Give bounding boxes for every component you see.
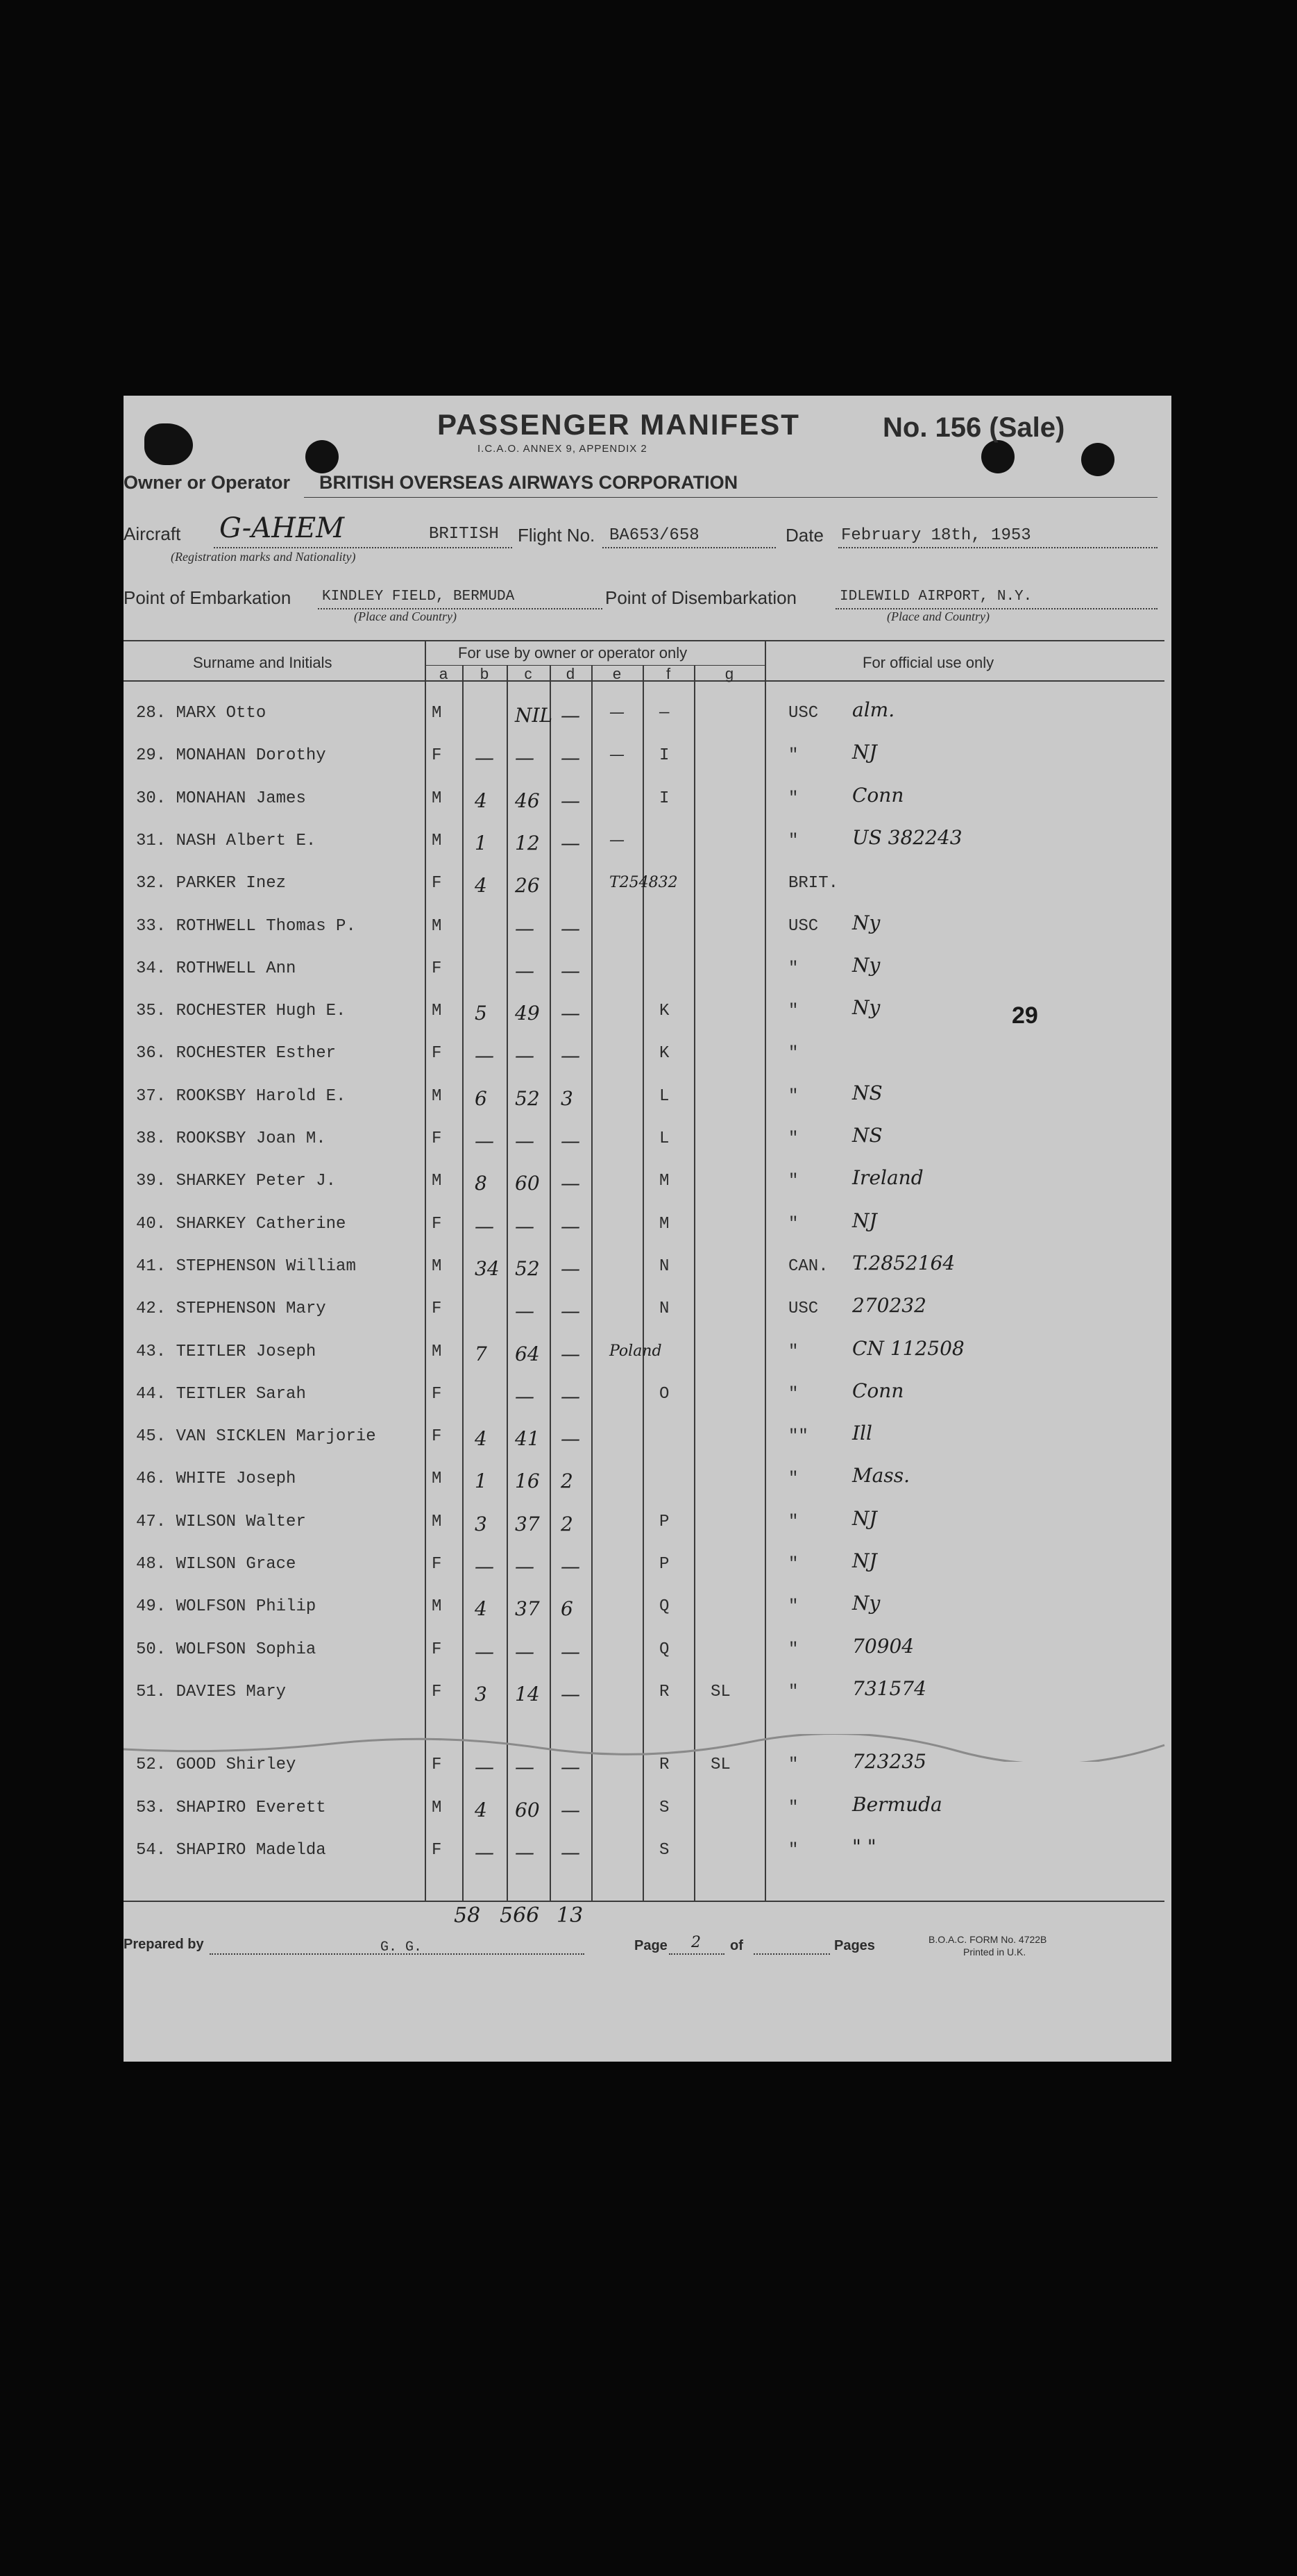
official-handwritten-note: 731574 [852,1676,926,1700]
cell-d: — [561,1555,580,1578]
passenger-name: 50. WOLFSON Sophia [136,1640,316,1659]
official-status: USC [788,916,819,936]
official-status: " [788,1172,799,1191]
cell-b: 4 [475,1798,487,1821]
passenger-name: 40. SHARKEY Catherine [136,1214,346,1234]
official-status: " [788,1214,799,1234]
cell-e: T254832 [609,874,678,892]
cell-c: — [515,1640,534,1663]
passenger-name: 37. ROOKSBY Harold E. [136,1086,346,1106]
passenger-name: 45. VAN SICKLEN Marjorie [136,1427,376,1447]
official-handwritten-note: NS [852,1081,883,1104]
cell-f: L [659,1086,670,1106]
cell-f: P [659,1512,670,1531]
cell-f: — [659,704,670,723]
table-row [124,1789,1171,1831]
table-row [124,694,1171,736]
cell-d: — [561,1299,580,1323]
official-handwritten-note: Mass. [852,1464,910,1488]
cell-f: S [659,1840,670,1860]
official-status: " [788,789,799,808]
cell-a: F [432,746,442,766]
cell-e: — [609,746,625,764]
official-handwritten-note: Ny [852,1592,881,1615]
cell-c: 14 [515,1682,540,1706]
date-value: February 18th, 1953 [841,526,1031,545]
official-status: " [788,1044,799,1063]
cell-c: 60 [515,1798,540,1821]
owner-value: BRITISH OVERSEAS AIRWAYS CORPORATION [319,472,738,493]
manifest-number: No. 156 (Sale) [883,412,1065,443]
cell-d: 2 [561,1470,573,1493]
col-header-a: a [439,665,448,682]
cell-f: Q [659,1640,670,1659]
cell-c: — [515,1129,534,1152]
punch-hole [1081,443,1114,476]
table-row [124,1034,1171,1077]
table-row [124,907,1171,950]
cell-c: 49 [515,1002,540,1025]
cell-b: — [475,1756,494,1779]
cell-f: K [659,1002,670,1021]
cell-c: 12 [515,831,540,855]
passenger-name: 35. ROCHESTER Hugh E. [136,1002,346,1021]
col-header-b: b [480,665,489,682]
cell-c: 52 [515,1086,540,1110]
cell-d: — [561,1002,580,1025]
cell-d: — [561,1172,580,1195]
cell-g: SL [711,1682,731,1701]
passenger-name: 30. MONAHAN James [136,789,306,808]
cell-c: — [515,746,534,770]
official-handwritten-note: Ny [852,996,881,1020]
date-label: Date [786,525,824,546]
cell-a: M [432,1256,442,1276]
official-status: " [788,1840,799,1860]
owner-label: Owner or Operator [124,472,291,493]
cell-c: 41 [515,1427,540,1451]
official-handwritten-note: Ireland [852,1166,924,1190]
embark-label: Point of Embarkation [124,587,291,608]
official-status: " [788,1640,799,1659]
official-handwritten-note: Ny [852,911,881,934]
passenger-name: 36. ROCHESTER Esther [136,1044,337,1063]
official-handwritten-note: 723235 [852,1750,926,1774]
cell-b: — [475,1840,494,1864]
official-status: " [788,1756,799,1775]
cell-a: M [432,1512,442,1531]
registration-note: (Registration marks and Nationality) [171,550,356,564]
table-top-rule [124,640,1164,641]
cell-g: SL [711,1756,731,1775]
cell-a: F [432,1214,442,1234]
cell-c: NIL [515,704,553,727]
official-handwritten-note: NJ [852,741,877,764]
passenger-name: 38. ROOKSBY Joan M. [136,1129,326,1148]
col-header-d: d [566,665,575,682]
table-row [124,736,1171,779]
cell-b: 3 [475,1512,487,1535]
page-dotline [669,1953,724,1955]
aircraft-dotline [214,547,512,548]
table-row [124,1673,1171,1715]
cell-a: M [432,1470,442,1489]
pages-label: Pages [834,1938,875,1953]
official-status: " [788,1384,799,1404]
cell-d: — [561,704,580,727]
passenger-name: 48. WILSON Grace [136,1555,296,1574]
cell-d: — [561,1044,580,1068]
cell-c: — [515,1299,534,1323]
official-status: USC [788,1299,819,1319]
passenger-name: 34. ROTHWELL Ann [136,959,296,978]
cell-b: 5 [475,1002,487,1025]
cell-d: — [561,959,580,982]
official-handwritten-note: NS [852,1124,883,1147]
table-row [124,1460,1171,1502]
passenger-name: 52. GOOD Shirley [136,1756,296,1775]
passenger-name: 42. STEPHENSON Mary [136,1299,326,1319]
cell-a: M [432,831,442,850]
official-status: " [788,831,799,850]
passenger-name: 43. TEITLER Joseph [136,1342,316,1361]
flight-dotline [602,547,776,548]
cell-a: M [432,1172,442,1191]
cell-b: — [475,746,494,770]
cell-c: 60 [515,1172,540,1195]
passenger-name: 47. WILSON Walter [136,1512,306,1531]
disembark-label: Point of Disembarkation [605,587,797,608]
flight-value: BA653/658 [609,526,700,545]
disembark-value: IDLEWILD AIRPORT, N.Y. [840,589,1033,605]
cell-b: 6 [475,1086,487,1110]
side-note: 29 [1012,1002,1038,1029]
table-row [124,1631,1171,1673]
cell-f: I [659,746,670,766]
aircraft-label: Aircraft [124,523,181,544]
cell-a: F [432,1384,442,1404]
cell-d: — [561,1384,580,1408]
disembark-place-note: (Place and Country) [887,609,990,623]
embark-value: KINDLEY FIELD, BERMUDA [322,589,515,605]
cell-c: 64 [515,1342,540,1365]
table-row [124,1290,1171,1332]
table-row [124,1831,1171,1874]
cell-a: M [432,1002,442,1021]
header-bottom-rule [124,680,1164,682]
official-status: " [788,959,799,978]
prepared-label: Prepared by [124,1937,204,1952]
form-number: B.O.A.C. FORM No. 4722B [929,1934,1047,1945]
cell-a: F [432,1640,442,1659]
table-row [124,1205,1171,1247]
cell-d: — [561,1756,580,1779]
cell-b: 7 [475,1342,487,1365]
cell-a: F [432,1840,442,1860]
cell-d: — [561,746,580,770]
official-handwritten-note: Ill [852,1422,872,1445]
passenger-name: 29. MONAHAN Dorothy [136,746,326,766]
cell-c: — [515,959,534,982]
cell-d: — [561,1640,580,1663]
cell-a: M [432,1798,442,1817]
cell-d: 2 [561,1512,573,1535]
table-row [124,864,1171,907]
cell-a: M [432,1597,442,1617]
table-row [124,1162,1171,1204]
flight-label: Flight No. [518,525,595,546]
col-header-g: g [724,665,734,682]
cell-a: M [432,1342,442,1361]
cell-a: F [432,874,442,893]
table-row [124,1333,1171,1375]
owner-column-header: For use by owner or operator only [458,644,688,662]
table-row [124,780,1171,822]
manifest-title: PASSENGER MANIFEST [437,408,800,441]
cell-c: — [515,1044,534,1068]
table-row [124,1545,1171,1588]
cell-c: 52 [515,1256,540,1280]
cell-b: 1 [475,1470,487,1493]
cell-c: — [515,1214,534,1238]
official-handwritten-note: CN 112508 [852,1336,965,1360]
cell-b: 4 [475,789,487,812]
cell-e: Poland [609,1342,662,1360]
page-label: Page [634,1938,668,1953]
of-label: of [730,1938,743,1953]
passenger-name: 51. DAVIES Mary [136,1682,287,1701]
official-handwritten-note: Conn [852,1379,904,1402]
col-header-c: c [524,665,532,682]
cell-f: Q [659,1597,670,1617]
cell-a: M [432,704,442,723]
cell-c: 26 [515,874,540,898]
punch-hole [981,440,1015,473]
official-handwritten-note: Ny [852,953,881,977]
cell-f: N [659,1299,670,1319]
official-status: " [788,1512,799,1531]
cell-a: F [432,1756,442,1775]
cell-e: — [609,831,625,849]
cell-f: O [659,1384,670,1404]
nationality-value: BRITISH [429,525,499,544]
cell-f: K [659,1044,670,1063]
cell-f: R [659,1756,670,1775]
cell-f: S [659,1798,670,1817]
cell-d: — [561,1129,580,1152]
cell-d: 6 [561,1597,573,1621]
cell-a: F [432,1129,442,1148]
official-handwritten-note: alm. [852,698,895,721]
official-status: " [788,1597,799,1617]
cell-c: — [515,1756,534,1779]
passenger-name: 53. SHAPIRO Everett [136,1798,326,1817]
cell-b: — [475,1044,494,1068]
cell-c: — [515,916,534,940]
official-status: " [788,1682,799,1701]
table-row [124,1417,1171,1460]
disembark-dotline [836,608,1158,609]
cell-d: — [561,831,580,855]
official-status: "" [788,1427,808,1447]
cell-d: — [561,1427,580,1451]
cell-d: — [561,1840,580,1864]
prepared-value: G. G. [380,1939,423,1955]
cell-a: F [432,1682,442,1701]
cell-d: — [561,916,580,940]
official-handwritten-note: NJ [852,1549,877,1572]
passenger-name: 32. PARKER Inez [136,874,287,893]
cell-f: I [659,789,670,808]
page-value: 2 [691,1934,701,1951]
cell-f: R [659,1682,670,1701]
cell-b: 8 [475,1172,487,1195]
official-status: USC [788,704,819,723]
official-status: " [788,1470,799,1489]
official-status: " [788,1086,799,1106]
cell-d: — [561,789,580,812]
official-handwritten-note: US 382243 [852,825,963,849]
cell-f: M [659,1172,670,1191]
cell-c: — [515,1384,534,1408]
embark-place-note: (Place and Country) [354,609,457,623]
official-handwritten-note: NJ [852,1209,877,1232]
cell-b: 1 [475,831,487,855]
official-handwritten-note: T.2852164 [852,1251,956,1274]
table-bottom-rule [124,1901,1164,1902]
owner-underline [304,497,1158,498]
punch-hole [305,440,339,473]
passenger-name: 54. SHAPIRO Madelda [136,1840,326,1860]
official-status: " [788,1002,799,1021]
table-row [124,1247,1171,1290]
cell-b: 34 [475,1256,500,1280]
cell-c: 37 [515,1597,540,1621]
of-dotline [754,1953,830,1955]
total-d: 13 [557,1903,584,1928]
passenger-name: 44. TEITLER Sarah [136,1384,306,1404]
cell-a: M [432,789,442,808]
cell-d: — [561,1682,580,1706]
cell-a: F [432,959,442,978]
passenger-name: 49. WOLFSON Philip [136,1597,316,1617]
official-handwritten-note: 70904 [852,1634,915,1658]
cell-d: 3 [561,1086,573,1110]
official-handwritten-note: Bermuda [852,1792,942,1816]
cell-f: P [659,1555,670,1574]
cell-a: M [432,916,442,936]
cell-a: F [432,1427,442,1447]
cell-c: 37 [515,1512,540,1535]
cell-a: M [432,1086,442,1106]
cell-c: 16 [515,1470,540,1493]
cell-e: — [609,704,625,721]
official-column-header: For official use only [863,654,994,671]
cell-d: — [561,1342,580,1365]
cell-b: — [475,1129,494,1152]
cell-b: 4 [475,874,487,898]
passenger-name: 46. WHITE Joseph [136,1470,296,1489]
cell-c: — [515,1555,534,1578]
table-row [124,822,1171,864]
table-row [124,950,1171,992]
table-row [124,1077,1171,1120]
official-handwritten-note: Conn [852,783,904,807]
official-status: " [788,746,799,766]
passenger-name: 41. STEPHENSON William [136,1256,356,1276]
col-header-e: e [612,665,622,682]
cell-f: L [659,1129,670,1148]
official-handwritten-note: NJ [852,1506,877,1530]
official-handwritten-note: " " [852,1835,876,1858]
aircraft-value: G-AHEM [219,512,345,544]
manifest-subtitle: I.C.A.O. ANNEX 9, APPENDIX 2 [477,443,647,455]
official-status: BRIT. [788,874,839,893]
name-column-header: Surname and Initials [193,654,332,671]
cell-b: 4 [475,1597,487,1621]
cell-b: — [475,1214,494,1238]
cell-f: M [659,1214,670,1234]
passenger-name: 33. ROTHWELL Thomas P. [136,916,356,936]
total-c: 566 [500,1903,540,1928]
cell-d: — [561,1256,580,1280]
punch-hole [144,423,193,465]
cell-d: — [561,1798,580,1821]
form-printed: Printed in U.K. [963,1946,1026,1958]
cell-b: 4 [475,1427,487,1451]
passenger-name: 31. NASH Albert E. [136,831,316,850]
official-handwritten-note: 270232 [852,1294,926,1318]
official-status: " [788,1129,799,1148]
cell-b: 3 [475,1682,487,1706]
official-status: " [788,1342,799,1361]
date-dotline [838,547,1158,548]
cell-d: — [561,1214,580,1238]
table-row [124,1375,1171,1417]
cell-a: F [432,1555,442,1574]
cell-c: — [515,1840,534,1864]
cell-b: — [475,1640,494,1663]
col-header-f: f [666,665,671,682]
passenger-name: 39. SHARKEY Peter J. [136,1172,337,1191]
cell-a: F [432,1044,442,1063]
table-row [124,1503,1171,1545]
cell-c: 46 [515,789,540,812]
cell-f: N [659,1256,670,1276]
manifest-sheet [124,396,1171,2062]
cell-a: F [432,1299,442,1319]
official-status: CAN. [788,1256,829,1276]
table-row [124,1588,1171,1630]
cell-b: — [475,1555,494,1578]
total-b: 58 [454,1903,481,1928]
table-row [124,1746,1171,1788]
table-row [124,1120,1171,1162]
official-status: " [788,1798,799,1817]
passenger-name: 28. MARX Otto [136,704,266,723]
official-status: " [788,1555,799,1574]
